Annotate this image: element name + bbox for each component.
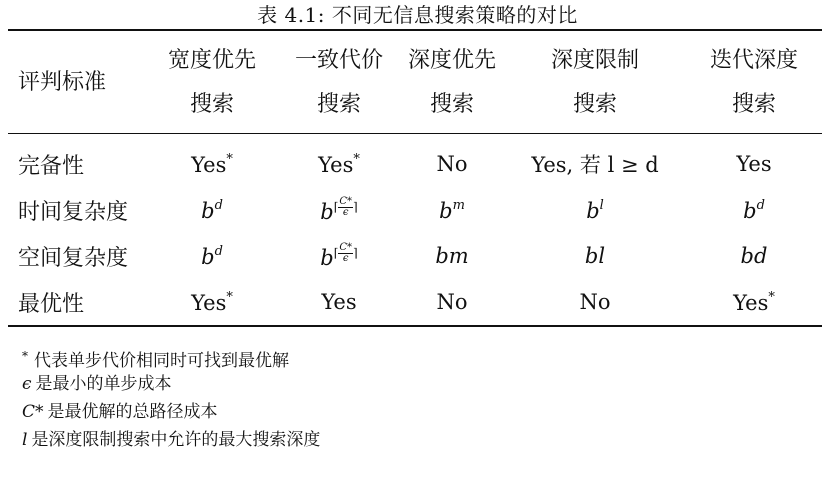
cell-ucs [278, 233, 400, 279]
footnote-text: 是最优解的总路径成本 [47, 402, 218, 422]
math-base: b [320, 199, 334, 224]
top-rule [8, 29, 822, 31]
math-base: b [320, 245, 334, 270]
math-base: b [743, 198, 757, 223]
cell-bfs [146, 187, 278, 233]
ceiling-fraction: ⌈ $\frac{C*}{\epsilon}$ ⌉ [333, 241, 358, 264]
header-row [8, 32, 822, 133]
cell-ids: bd [740, 244, 768, 268]
header-ids [686, 32, 822, 133]
header-dfs [400, 32, 504, 133]
math-base: b [586, 198, 600, 223]
math-exponent: d [756, 197, 765, 213]
footnote-mark: * [226, 289, 233, 305]
fraction [338, 243, 353, 264]
header-dfs-line2: 搜索 [429, 91, 474, 117]
header-ucs-line1: 一致代价 [294, 47, 383, 73]
footnote-star [22, 342, 320, 370]
math-base: b [201, 198, 215, 223]
footnote-epsilon [22, 370, 320, 398]
cell-value: Yes [318, 152, 354, 177]
footnote-mark: * [353, 151, 360, 167]
header-dls-line1: 深度限制 [550, 47, 639, 73]
fraction-denominator: ϵ [342, 206, 349, 218]
header-bfs-line1: 宽度优先 [167, 47, 256, 73]
cell-value: Yes [733, 290, 769, 315]
comparison-table [8, 32, 822, 325]
footnote-c-star [22, 398, 320, 426]
fraction [338, 197, 353, 218]
math-exponent: l [599, 197, 604, 213]
fraction-numerator: C* [339, 195, 353, 207]
cell-ids [686, 187, 822, 233]
cell-dfs: No [436, 290, 468, 314]
header-ucs-line2: 搜索 [316, 91, 361, 117]
cell-bfs [146, 279, 278, 325]
row-label: 空间复杂度 [18, 245, 129, 271]
header-ids-line2: 搜索 [731, 91, 776, 117]
row-label: 最优性 [18, 291, 85, 317]
row-label: 时间复杂度 [18, 199, 129, 225]
cell-ucs [278, 133, 400, 187]
header-ucs [278, 32, 400, 133]
cell-dls: bl [584, 244, 606, 268]
cell-dls: No [579, 290, 611, 314]
header-dls [504, 32, 686, 133]
header-dfs-line1: 深度优先 [407, 47, 496, 73]
fraction-numerator: C* [339, 241, 353, 253]
footnote-l [22, 426, 320, 454]
cell-ucs: Yes [321, 290, 357, 314]
footnote-symbol: C* [22, 402, 44, 422]
table-caption: 表 4.1: 不同无信息搜索策略的对比 [257, 3, 578, 27]
footnote-text: 是最小的单步成本 [35, 374, 172, 394]
math-exponent: m [452, 197, 465, 213]
footnote-mark: * [768, 289, 775, 305]
table-row-space [8, 233, 822, 279]
table-row-optimality [8, 279, 822, 325]
header-dls-line2: 搜索 [572, 91, 617, 117]
cell-dfs: No [436, 152, 468, 176]
math-base: b [201, 244, 215, 269]
math-exponent: d [214, 243, 223, 259]
cell-dfs: bm [435, 244, 469, 268]
cell-ids [686, 279, 822, 325]
cell-bfs [146, 233, 278, 279]
footnotes [22, 342, 320, 454]
cell-ids: Yes [736, 152, 772, 176]
footnote-symbol: ϵ [22, 374, 32, 394]
cell-bfs [146, 133, 278, 187]
table-row-completeness [8, 133, 822, 187]
fraction-denominator: ϵ [342, 252, 349, 264]
header-bfs-line2: 搜索 [189, 91, 234, 117]
math-base: b [439, 198, 453, 223]
bottom-rule [8, 325, 822, 327]
footnote-symbol: * [22, 349, 28, 363]
header-criteria: 评判标准 [18, 69, 107, 95]
cell-value: Yes [191, 152, 227, 177]
footnote-text: 是深度限制搜索中允许的最大搜索深度 [31, 430, 321, 450]
cell-dls: Yes, 若 l ≥ d [531, 153, 659, 177]
header-ids-line1: 迭代深度 [709, 47, 798, 73]
footnote-symbol: l [22, 430, 28, 450]
cell-value: Yes [191, 290, 227, 315]
cell-dls [504, 187, 686, 233]
header-bfs [146, 32, 278, 133]
row-label: 完备性 [18, 153, 85, 179]
math-exponent: d [214, 197, 223, 213]
cell-dfs [400, 187, 504, 233]
cell-ucs [278, 187, 400, 233]
table-row-time [8, 187, 822, 233]
footnote-mark: * [226, 151, 233, 167]
ceiling-fraction: ⌈ $\frac{C*}{\epsilon}$ ⌉ [333, 195, 358, 218]
footnote-text: 代表单步代价相同时可找到最优解 [34, 351, 289, 371]
